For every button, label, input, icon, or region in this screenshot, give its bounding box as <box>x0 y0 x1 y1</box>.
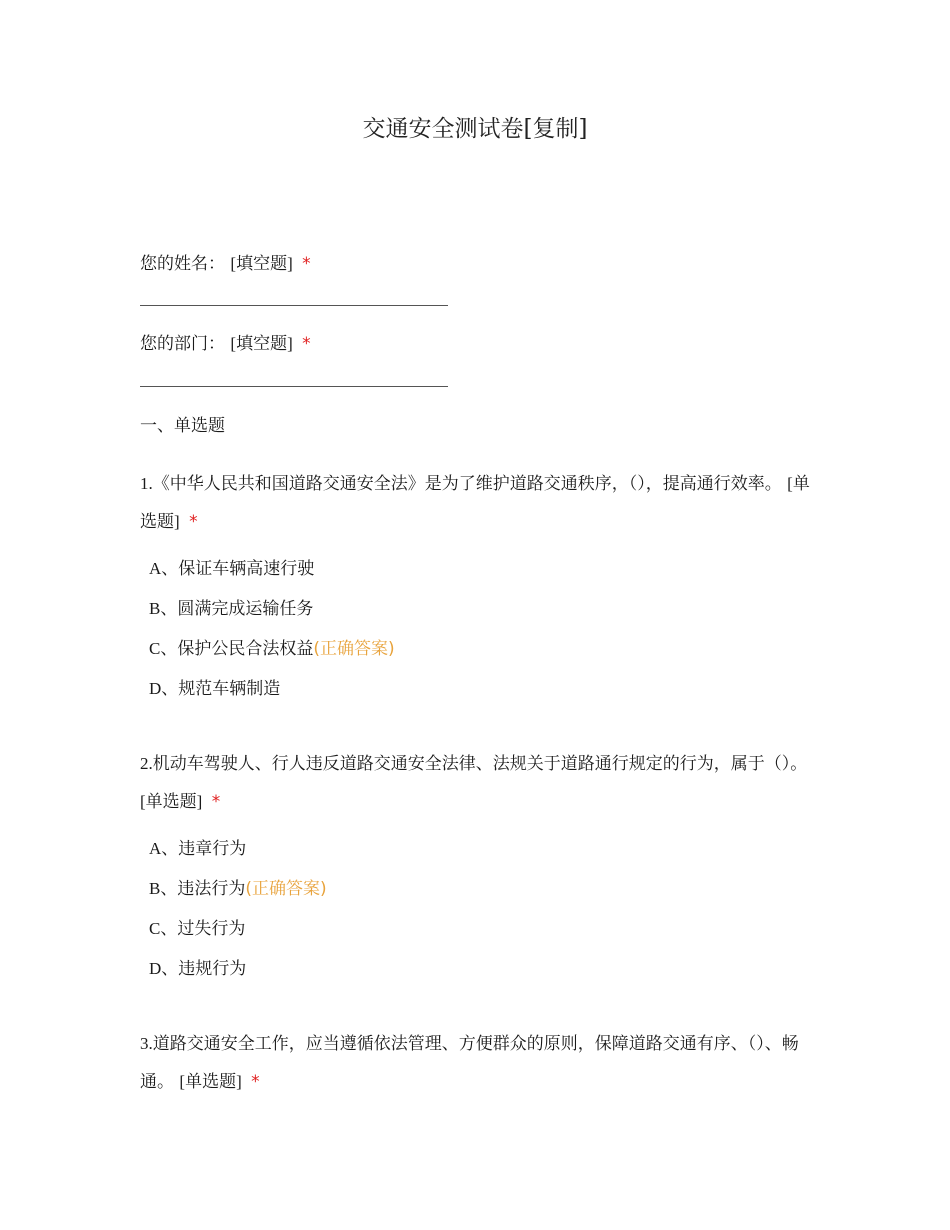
option-a[interactable] <box>149 837 246 861</box>
required-mark: * <box>302 254 311 274</box>
option-b[interactable] <box>149 597 313 621</box>
question-number: 1. <box>140 474 153 493</box>
question-type-tag: [填空题] <box>230 334 293 353</box>
question-number: 3. <box>140 1034 153 1053</box>
section-heading: 一、单选题 <box>140 416 225 436</box>
option-letter: A、 <box>149 839 179 858</box>
department-answer-line[interactable] <box>140 386 448 387</box>
question-3 <box>140 1025 820 1101</box>
option-c[interactable] <box>149 637 395 661</box>
option-letter: C、 <box>149 639 178 658</box>
option-text: 规范车辆制造 <box>178 679 281 699</box>
question-text: 道路交通安全工作，应当遵循依法管理、方便群众的原则，保障道路交通有序、（）、畅通。 <box>140 1034 799 1092</box>
required-mark: * <box>211 792 221 812</box>
option-text: 违规行为 <box>178 959 247 979</box>
option-c[interactable] <box>149 917 245 941</box>
question-type-tag: [单选题] <box>140 474 810 531</box>
option-text: 违章行为 <box>178 839 247 859</box>
correct-answer-tag: (正确答案) <box>245 879 327 899</box>
option-text: 保证车辆高速行驶 <box>178 559 315 579</box>
question-type-tag: [单选题] <box>140 792 203 811</box>
option-a[interactable] <box>149 557 314 581</box>
question-number: 2. <box>140 754 153 773</box>
option-d[interactable] <box>149 677 280 701</box>
required-mark: * <box>251 1072 260 1092</box>
name-field-label <box>140 252 311 276</box>
department-field-label <box>140 332 311 356</box>
option-letter: C、 <box>149 919 178 938</box>
document-title: 交通安全测试卷[复制] <box>362 116 588 142</box>
option-text: 保护公民合法权益 <box>177 639 314 659</box>
option-text: 违法行为 <box>177 879 246 899</box>
option-letter: D、 <box>149 679 179 698</box>
question-text: 《中华人民共和国道路交通安全法》是为了维护道路交通秩序，（），提高通行效率。 <box>152 474 782 494</box>
required-mark: * <box>189 512 198 532</box>
option-text: 圆满完成运输任务 <box>177 599 314 619</box>
question-type-tag: [填空题] <box>230 254 293 273</box>
name-answer-line[interactable] <box>140 305 448 306</box>
question-type-tag: [单选题] <box>179 1072 242 1091</box>
option-letter: D、 <box>149 959 179 978</box>
option-b[interactable] <box>149 877 327 901</box>
required-mark: * <box>302 334 311 354</box>
field-label-text: 您的部门： <box>140 334 225 354</box>
question-text: 机动车驾驶人、行人违反道路交通安全法律、法规关于道路通行规定的行为，属于（）。 <box>152 754 808 774</box>
correct-answer-tag: (正确答案) <box>313 639 395 659</box>
option-letter: B、 <box>149 879 178 898</box>
field-label-text: 您的姓名： <box>140 254 225 274</box>
question-1 <box>140 465 820 541</box>
option-letter: A、 <box>149 559 179 578</box>
option-d[interactable] <box>149 957 246 981</box>
option-letter: B、 <box>149 599 178 618</box>
question-2 <box>140 745 820 821</box>
option-text: 过失行为 <box>177 919 246 939</box>
